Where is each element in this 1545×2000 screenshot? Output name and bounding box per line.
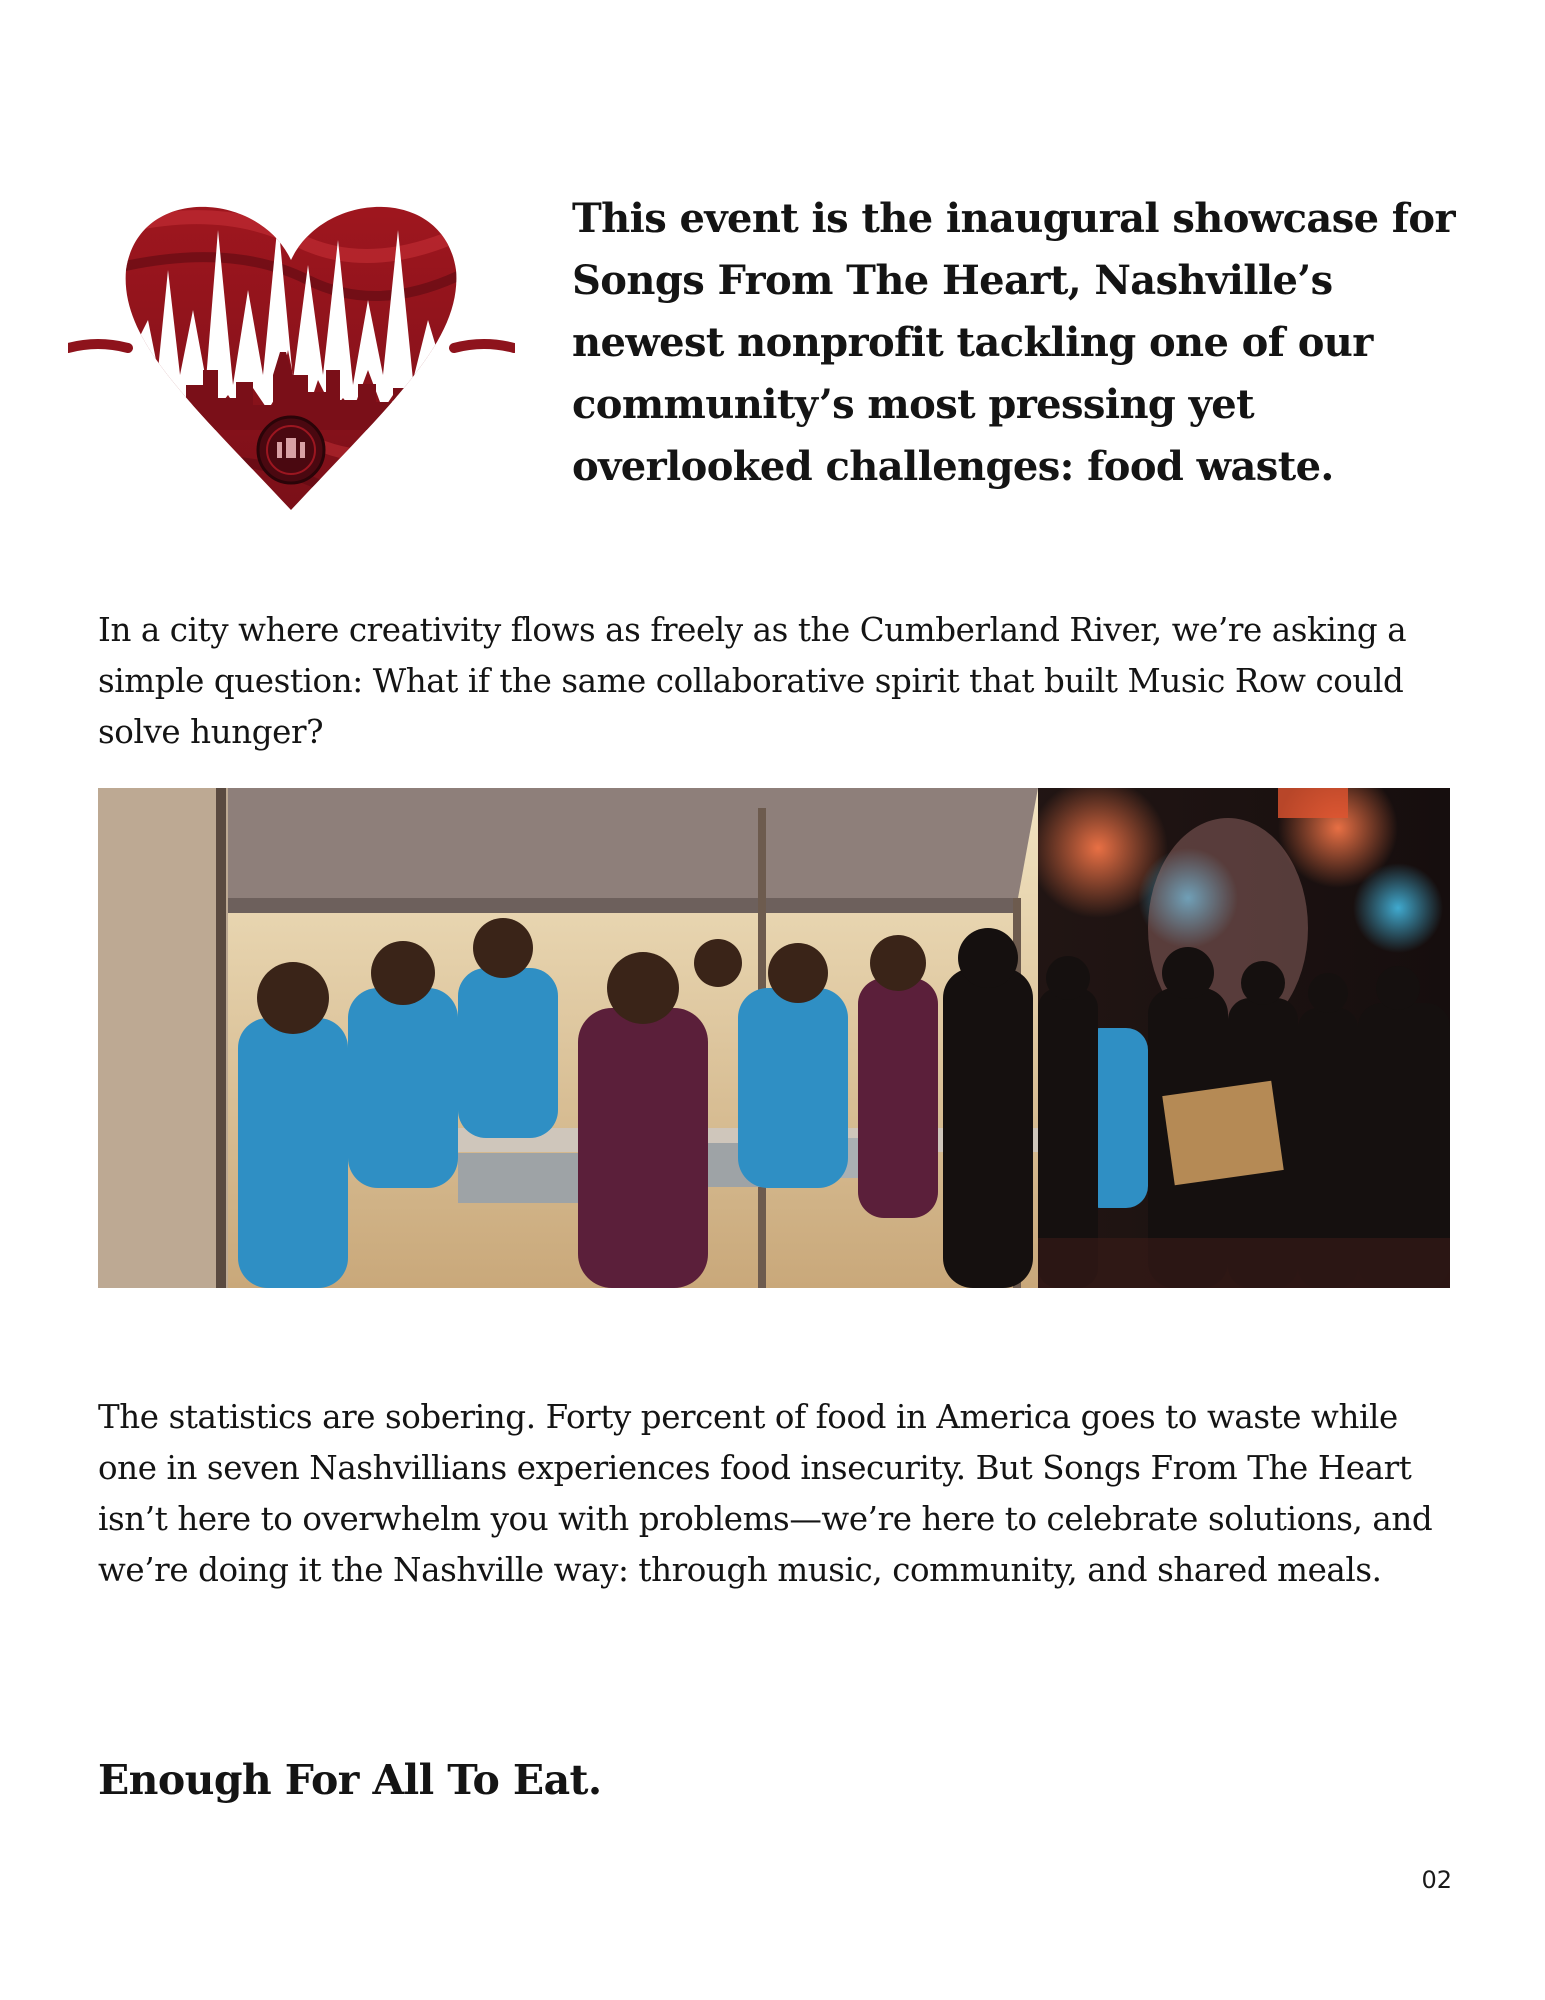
closing-heading: Enough For All To Eat.	[98, 1756, 602, 1804]
statistics-paragraph: The statistics are sobering. Forty percent of food in America goes to waste while one in seven Nashvillians experiences food insecurity. But Songs From The Heart isn’t here to overwhelm you with problems—we’re here to celebrate solutions, and we’re doing it the Nashville way: through music, community, and shared meals.	[98, 1398, 1433, 1589]
intro-paragraph: In a city where creativity flows as freely as the Cumberland River, we’re asking a simple question: What if the same collaborative spirit that built Music Row could solve hunger?	[98, 611, 1407, 751]
heart-skyline-logo	[68, 170, 515, 515]
volunteers-serving-food-photo	[98, 788, 1450, 1288]
page-number: 02	[1421, 1866, 1452, 1894]
intro-statement: This event is the inaugural showcase for Songs From The Heart, Nashville’s newest nonprofit tackling one of our community’s most pressing yet overlooked challenges: food waste.	[572, 195, 1455, 490]
round-emblem-icon	[258, 417, 324, 483]
